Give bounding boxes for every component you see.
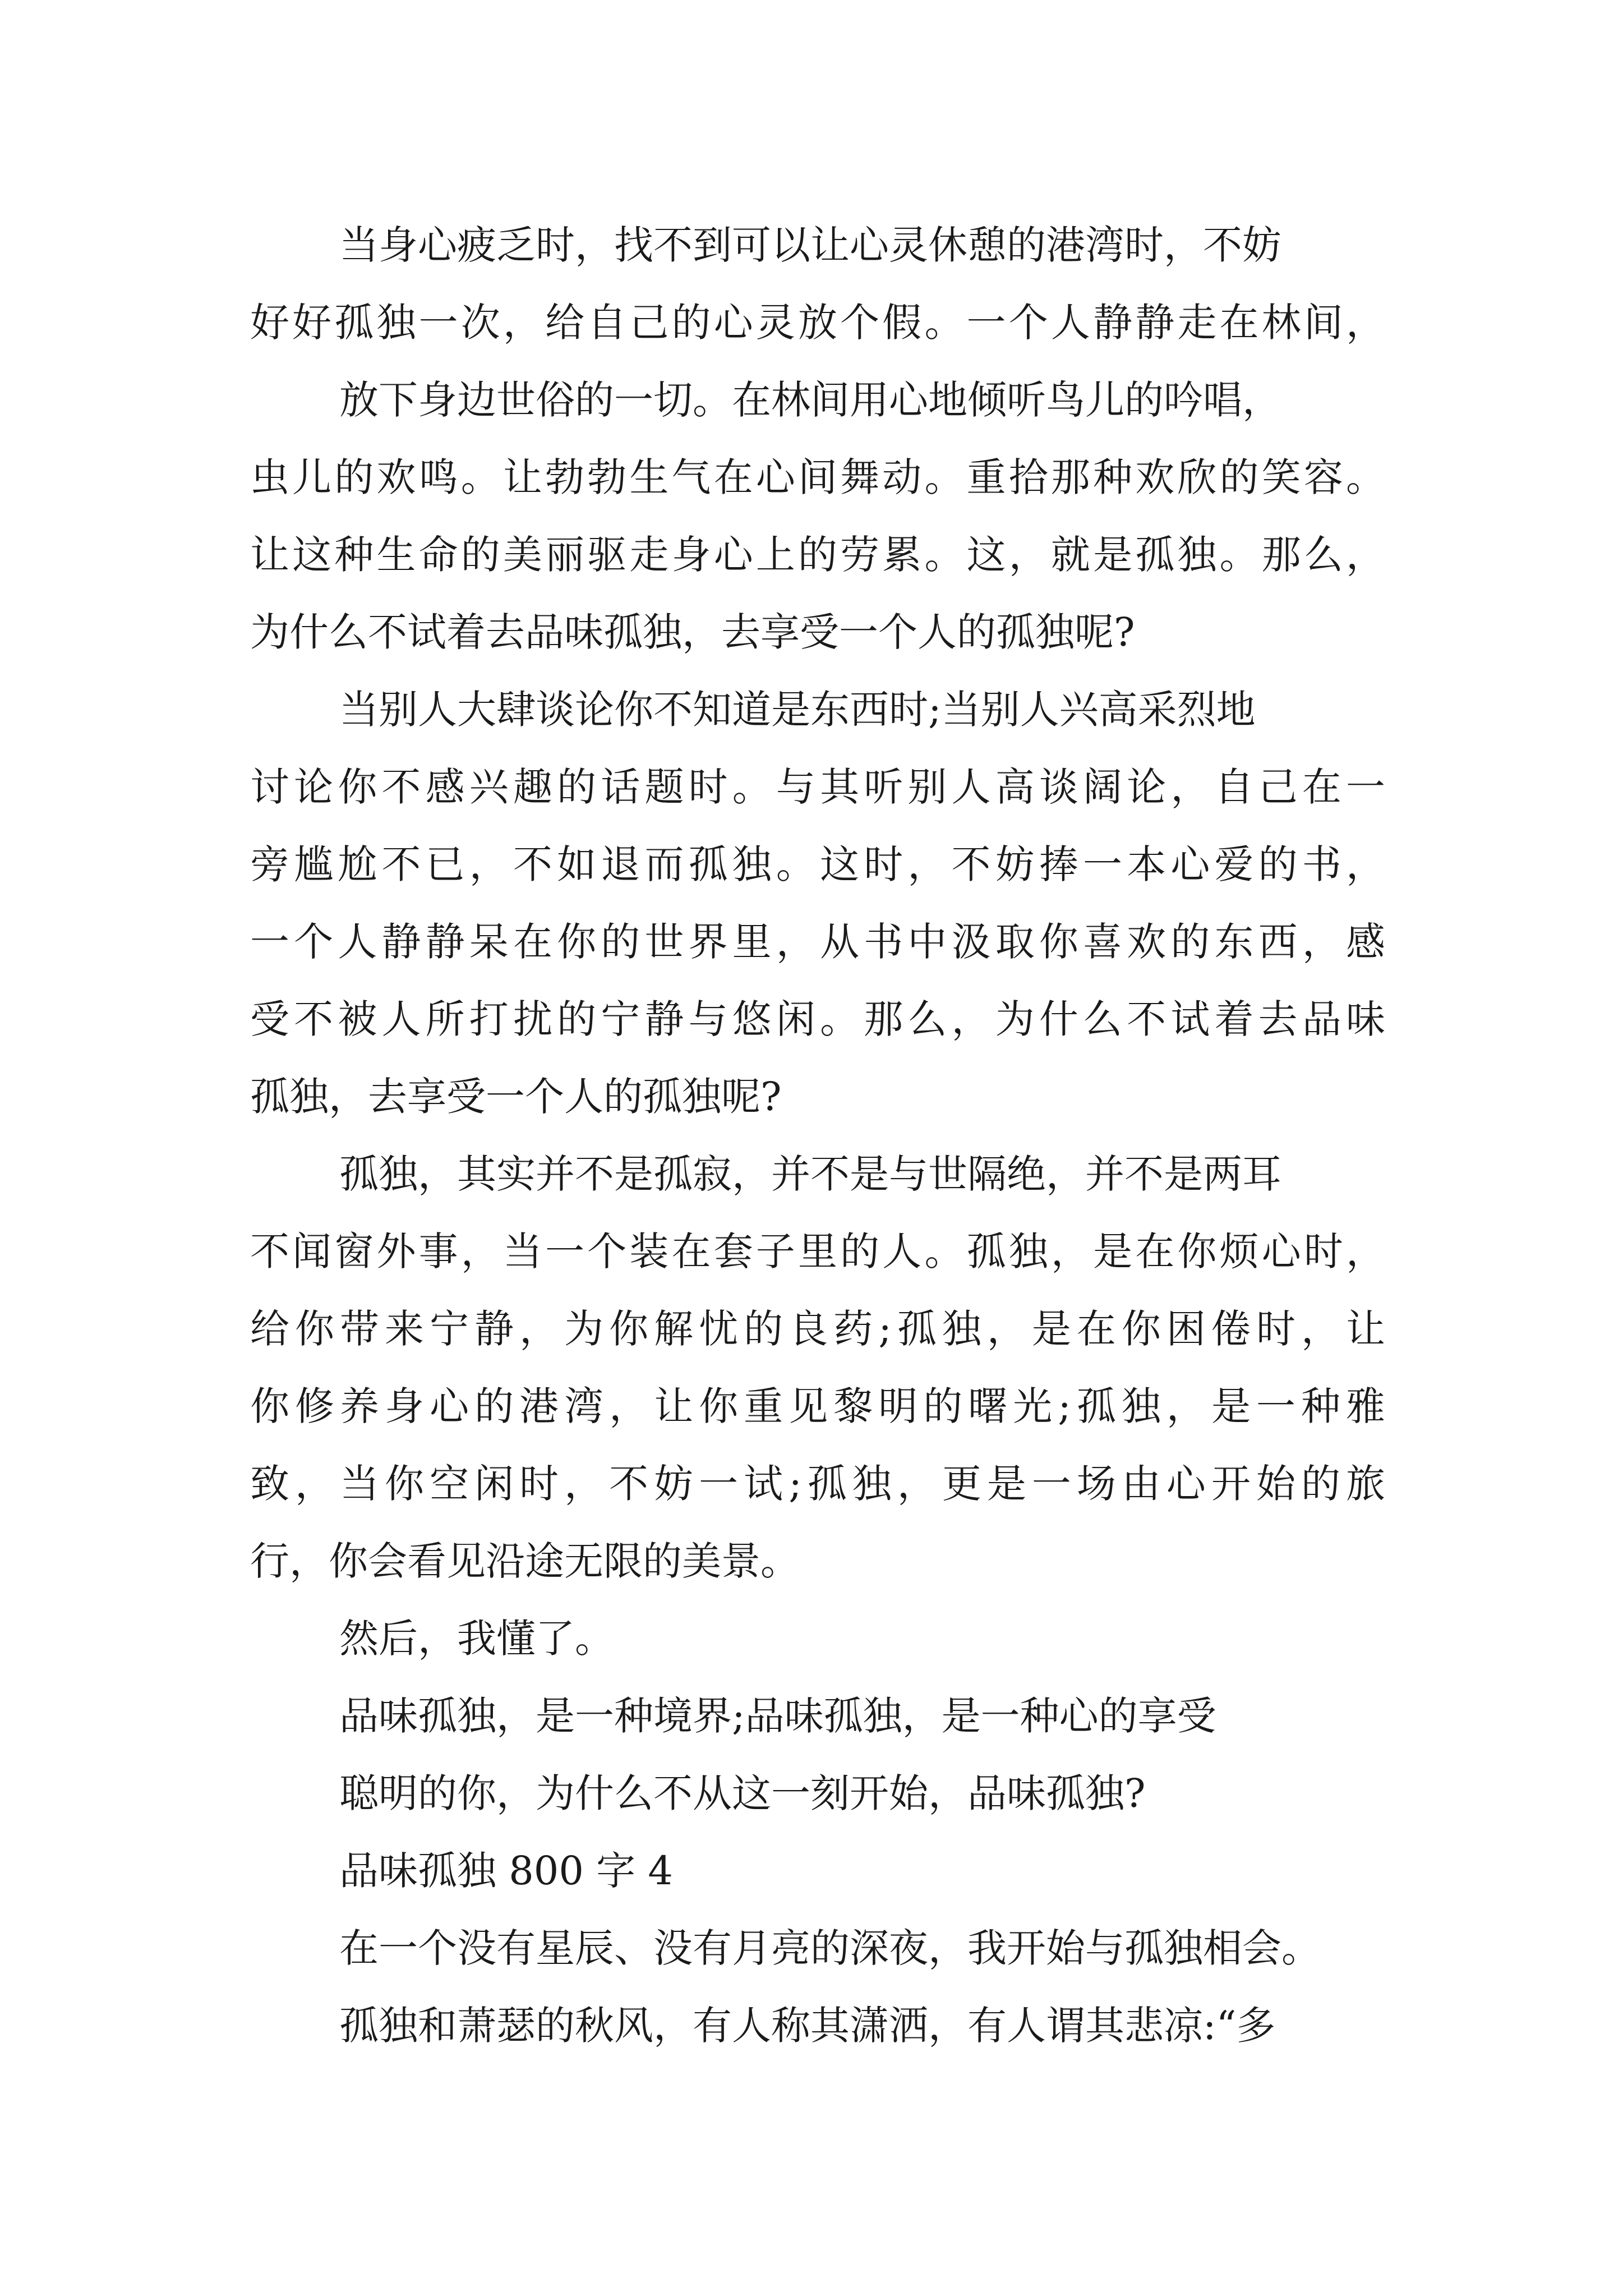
text-line: 不闻窗外事，当一个装在套子里的人。孤独，是在你烦心时，: [250, 1228, 1385, 1274]
text-line: 讨论你不感兴趣的话题时。与其听别人高谈阔论，自己在一: [250, 764, 1385, 810]
text-line: 当身心疲乏时，找不到可以让心灵休憩的港湾时，不妨: [339, 222, 1281, 268]
text-line: 放下身边世俗的一切。在林间用心地倾听鸟儿的吟唱，: [339, 377, 1281, 423]
text-line: 让这种生命的美丽驱走身心上的劳累。这，就是孤独。那么，: [250, 532, 1385, 578]
text-line: 孤独，其实并不是孤寂，并不是与世隔绝，并不是两耳: [339, 1151, 1281, 1197]
text-line: 然后，我懂了。: [339, 1616, 614, 1662]
section-heading: 品味孤独 800 字 4: [339, 1848, 673, 1894]
text-line: 致，当你空闲时，不妨一试;孤独，更是一场由心开始的旅: [250, 1461, 1385, 1507]
text-line: 一个人静静呆在你的世界里，从书中汲取你喜欢的东西，感: [250, 919, 1385, 965]
text-line: 旁尴尬不已，不如退而孤独。这时，不妨捧一本心爱的书，: [250, 841, 1385, 887]
text-line: 在一个没有星辰、没有月亮的深夜，我开始与孤独相会。: [339, 1925, 1321, 1971]
text-line: 为什么不试着去品味孤独，去享受一个人的孤独呢?: [250, 609, 1135, 655]
text-line: 受不被人所打扰的宁静与悠闲。那么，为什么不试着去品味: [250, 996, 1385, 1042]
text-line: 孤独和萧瑟的秋风，有人称其潇洒，有人谓其悲凉:“多: [339, 2003, 1276, 2049]
text-line: 品味孤独，是一种境界;品味孤独，是一种心的享受: [339, 1693, 1216, 1739]
text-line: 好好孤独一次，给自己的心灵放个假。一个人静静走在林间，: [250, 300, 1385, 346]
text-line: 行，你会看见沿途无限的美景。: [250, 1538, 800, 1584]
text-line: 给你带来宁静，为你解忧的良药;孤独，是在你困倦时，让: [250, 1306, 1385, 1352]
text-line: 孤独，去享受一个人的孤独呢?: [250, 1074, 782, 1120]
text-line: 当别人大肆谈论你不知道是东西时;当别人兴高采烈地: [339, 687, 1256, 733]
text-line: 聪明的你，为什么不从这一刻开始，品味孤独?: [339, 1770, 1146, 1816]
text-line: 你修养身心的港湾，让你重见黎明的曙光;孤独，是一种雅: [250, 1383, 1385, 1429]
text-line: 虫儿的欢鸣。让勃勃生气在心间舞动。重拾那种欢欣的笑容。: [250, 454, 1385, 500]
